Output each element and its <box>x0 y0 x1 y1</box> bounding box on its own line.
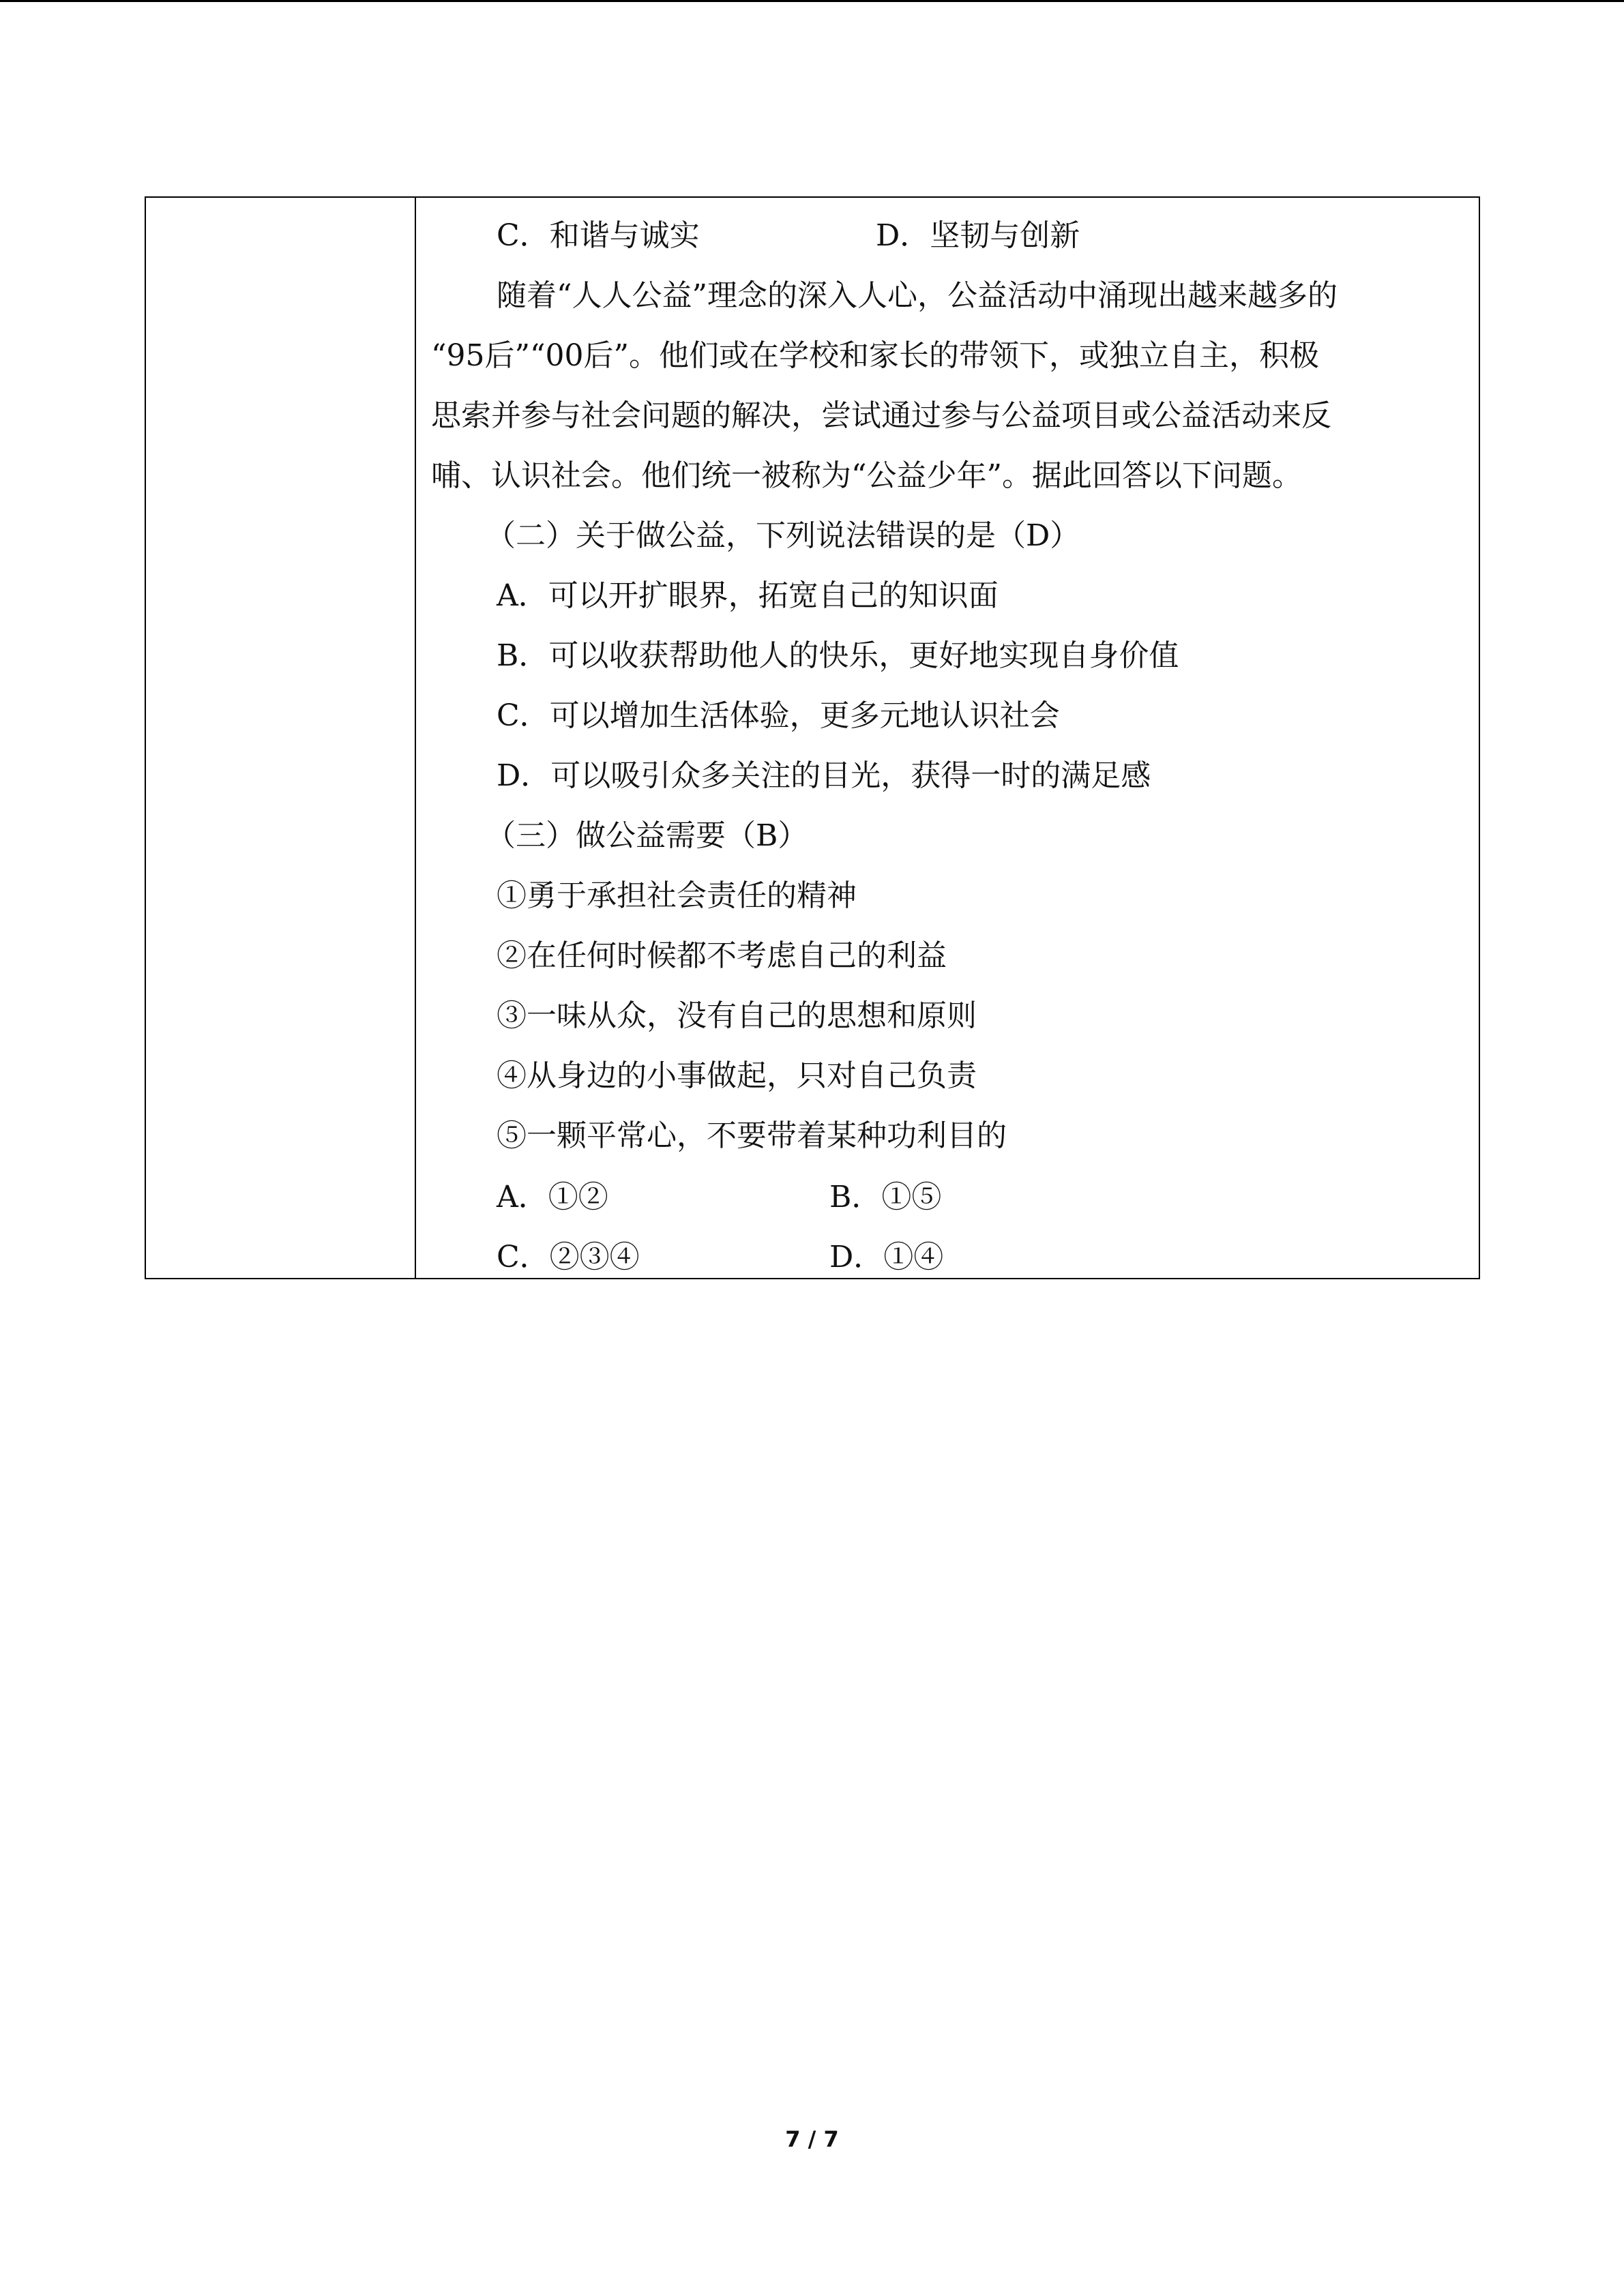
passage-line-3: 思索并参与社会问题的解决，尝试通过参与公益项目或公益活动来反 <box>431 398 1331 433</box>
question2-option-d: D．可以吸引众多关注的目光，获得一时的满足感 <box>497 758 1151 793</box>
table-left-column <box>146 198 416 1278</box>
question3-option-a: A．①② <box>497 1180 608 1214</box>
prev-options-row <box>431 206 1533 266</box>
passage-line-1: 随着“人人公益”理念的深入人心，公益活动中涌现出越来越多的 <box>497 278 1338 313</box>
question3-option-c: C．②③④ <box>497 1240 640 1274</box>
question2-stem: （二）关于做公益，下列说法错误的是（D） <box>486 518 1080 553</box>
question3-statement-1: ①勇于承担社会责任的精神 <box>497 878 857 913</box>
question3-option-b: B．①⑤ <box>829 1180 942 1214</box>
question2-option-b: B．可以收获帮助他人的快乐，更好地实现自身价值 <box>497 638 1179 673</box>
question3-options-row-1 <box>431 1167 1533 1227</box>
question3-options-row-2 <box>431 1227 1533 1287</box>
option-c-prev: C．和谐与诚实 <box>497 218 700 253</box>
question3-stem: （三）做公益需要（B） <box>486 818 808 853</box>
question3-statement-5: ⑤一颗平常心，不要带着某种功利目的 <box>497 1118 1007 1153</box>
passage-line-2: “95后”“00后”。他们或在学校和家长的带领下，或独立自主，积极 <box>431 338 1319 373</box>
page-number: 7 / 7 <box>785 2126 839 2152</box>
question2-option-a: A．可以开扩眼界，拓宽自己的知识面 <box>497 578 999 613</box>
question2-option-c: C．可以增加生活体验，更多元地认识社会 <box>497 698 1060 733</box>
passage-line-4: 哺、认识社会。他们统一被称为“公益少年”。据此回答以下问题。 <box>431 458 1302 493</box>
top-rule <box>0 0 1624 2</box>
question3-statement-3: ③一味从众，没有自己的思想和原则 <box>497 998 977 1033</box>
question3-option-d: D．①④ <box>829 1240 944 1274</box>
question3-statement-4: ④从身边的小事做起，只对自己负责 <box>497 1058 977 1093</box>
option-d-prev: D．坚韧与创新 <box>876 218 1080 253</box>
question3-statement-2: ②在任何时候都不考虑自己的利益 <box>497 938 947 973</box>
